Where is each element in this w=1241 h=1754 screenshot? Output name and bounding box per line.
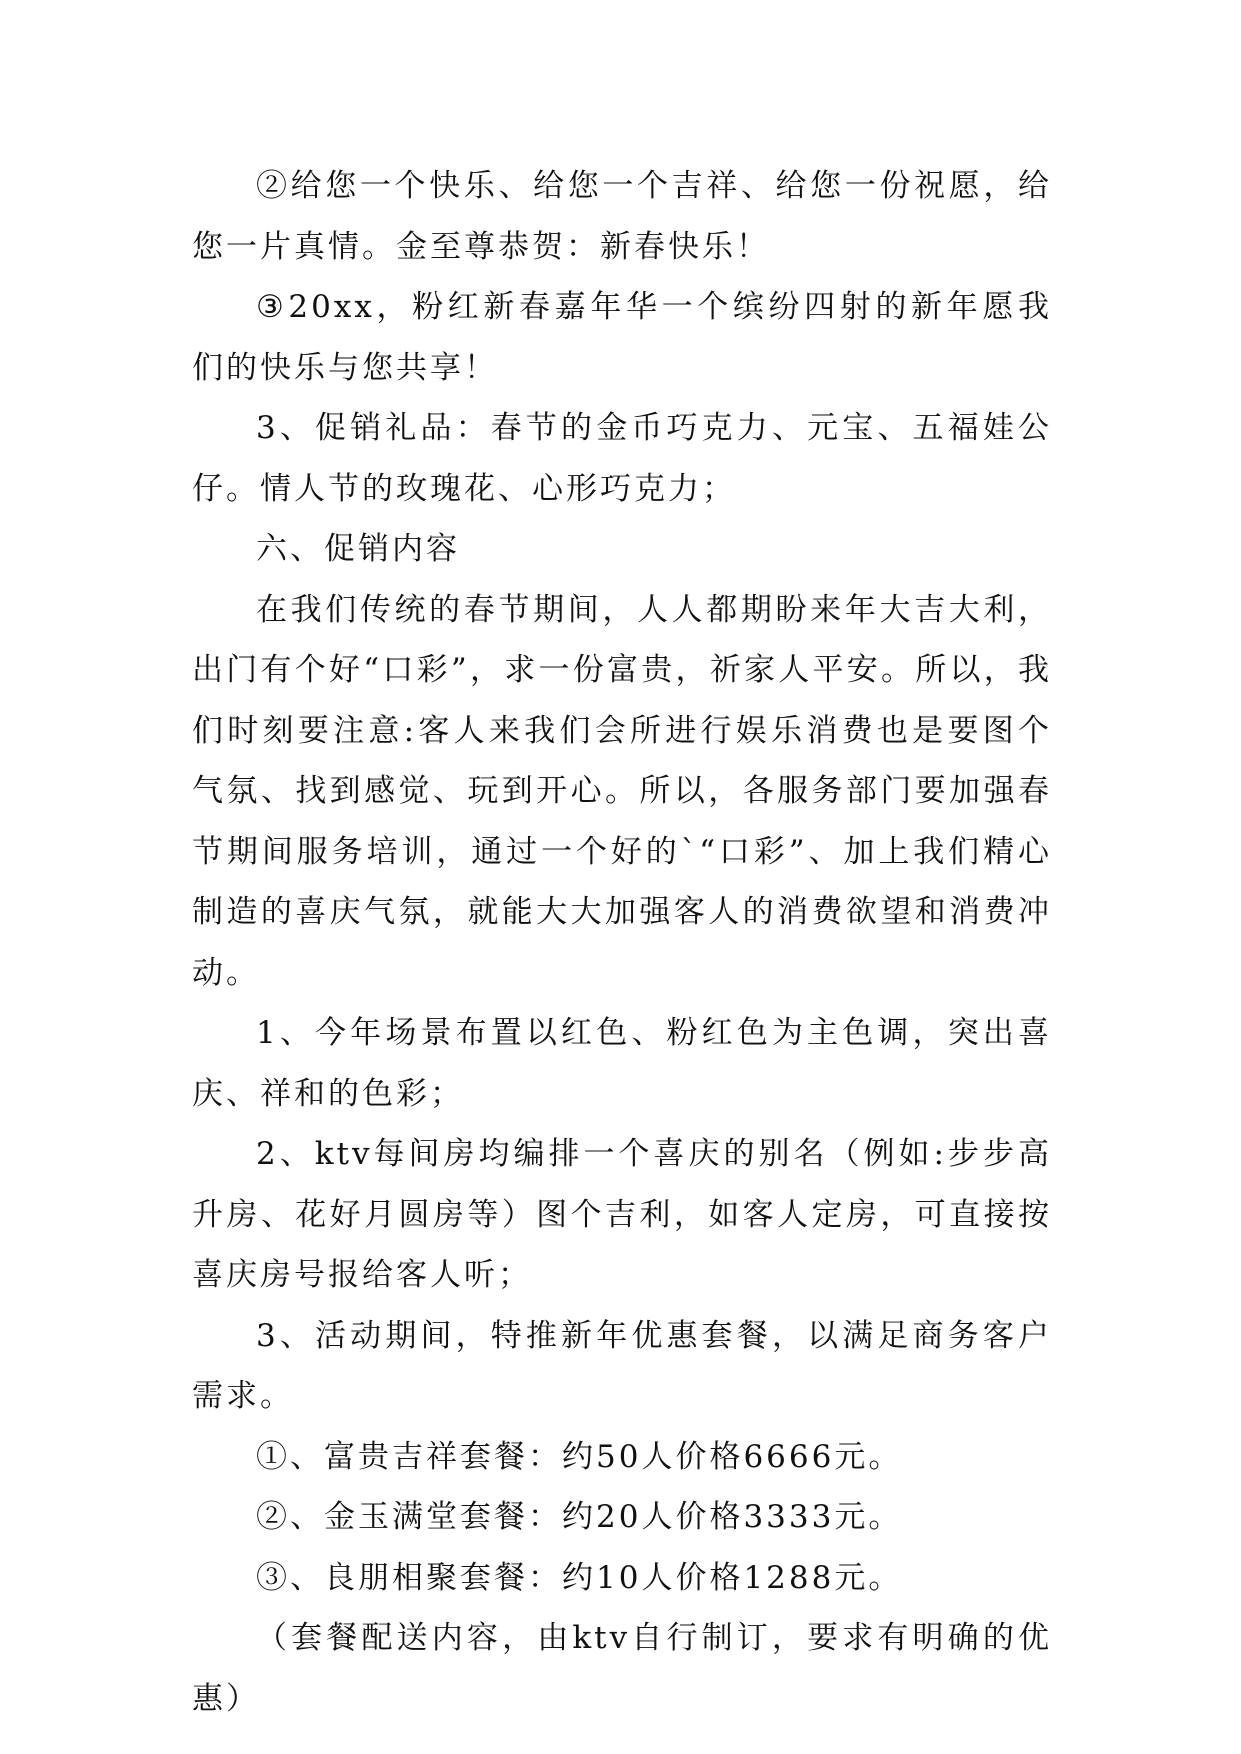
paragraph-promo-gifts: 3、促销礼品：春节的金币巧克力、元宝、五福娃公仔。情人节的玫瑰花、心形巧克力； — [192, 410, 1052, 507]
paragraph-greeting-2: ②给您一个快乐、给您一个吉祥、给您一份祝愿，给您一片真情。金至尊恭贺：新春快乐！ — [192, 168, 1052, 265]
list-item-package-3: ③、良朋相聚套餐：约10人价格1288元。 — [256, 1559, 903, 1596]
paragraph-packages-intro: 3、活动期间，特推新年优惠套餐，以满足商务客户需求。 — [192, 1317, 1052, 1414]
paragraph-promo-intro: 在我们传统的春节期间，人人都期盼来年大吉大利，出门有个好“口彩”，求一份富贵，祈家人平安。所以，我们时刻要注意:客人来我们会所进行娱乐消费也是要图个气氛、找到感觉、玩到开心。所以，各服务部门要加强春节期间服务培训，通过一个好的`“口彩”、加上我们精心制造的喜庆气氛，就能大大加强客人的消费欲望和消费冲动。 — [192, 591, 1052, 991]
paragraph-package-note: （套餐配送内容，由ktv自行制订，要求有明确的优惠） — [192, 1620, 1052, 1717]
list-item-package-2: ②、金玉满堂套餐：约20人价格3333元。 — [256, 1499, 903, 1535]
paragraph-room-names: 2、ktv每间房均编排一个喜庆的别名（例如:步步高升房、花好月圆房等）图个吉利，如客人定房，可直接按喜庆房号报给客人听； — [192, 1136, 1052, 1293]
section-heading-promo-content: 六、促销内容 — [256, 531, 460, 567]
list-item-package-1: ①、富贵吉祥套餐：约50人价格6666元。 — [256, 1438, 903, 1475]
paragraph-scene-layout: 1、今年场景布置以红色、粉红色为主色调，突出喜庆、祥和的色彩； — [192, 1015, 1052, 1112]
document-body — [192, 156, 1052, 1729]
paragraph-greeting-3: ③20xx，粉红新春嘉年华一个缤纷四射的新年愿我们的快乐与您共享！ — [192, 289, 1052, 386]
